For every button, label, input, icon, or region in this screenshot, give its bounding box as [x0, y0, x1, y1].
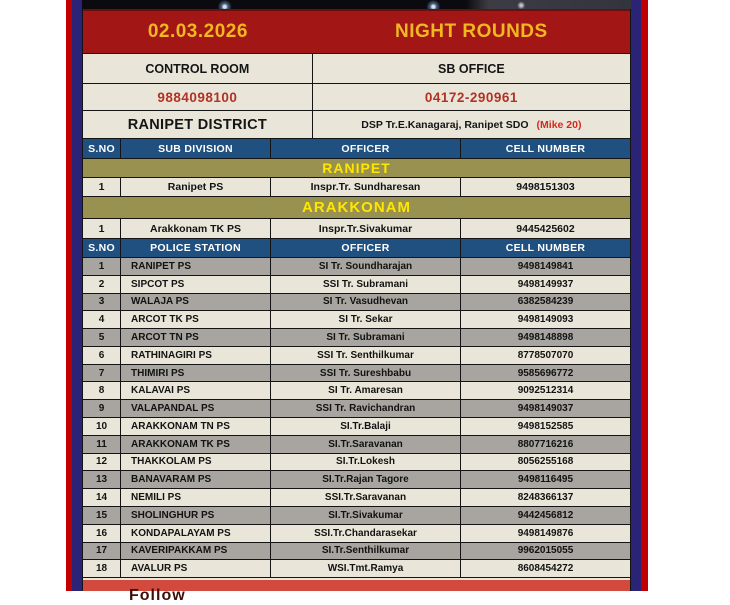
- row-sno: 3: [83, 294, 121, 311]
- row-station: Arakkonam TK PS: [121, 219, 271, 238]
- col-header-officer: OFFICER: [271, 139, 461, 158]
- dsp-officer-text: DSP Tr.E.Kanagaraj, Ranipet SDO: [361, 118, 529, 131]
- row-sno: 7: [83, 365, 121, 382]
- title-band: [83, 9, 630, 54]
- row-station: ARAKKONAM TK PS: [121, 436, 271, 453]
- row-officer: SI Tr. Vasudhevan: [271, 294, 461, 311]
- row-station: NEMILI PS: [121, 489, 271, 506]
- col-header-cell-number: CELL NUMBER: [505, 142, 586, 155]
- section-band-arakkonam: ARAKKONAM: [83, 197, 630, 219]
- date-text: 02.03.2026: [147, 21, 248, 42]
- row-cell-number: 9092512314: [517, 385, 574, 397]
- col-header-sub-division: SUB DIVISION: [121, 139, 271, 158]
- row-sno: 10: [83, 418, 121, 435]
- page-title: NIGHT ROUNDS: [394, 21, 548, 42]
- table-row: [83, 329, 630, 347]
- table-row: [83, 365, 630, 383]
- row-cell-number: 9585696772: [517, 367, 574, 379]
- row-sno: 12: [83, 454, 121, 471]
- row-station: BANAVARAM PS: [121, 471, 271, 488]
- row-cell-number: 9498151303: [516, 181, 575, 193]
- table-row: [83, 543, 630, 561]
- row-officer: Inspr.Tr. Sundharesan: [271, 178, 461, 196]
- row-cell-number: 9498149841: [517, 260, 574, 272]
- footer-partial-text: Follow: [129, 587, 186, 604]
- row-officer: SI Tr. Subramani: [271, 329, 461, 346]
- row-officer: SSI Tr. Ravichandran: [271, 400, 461, 417]
- row-station: THIMIRI PS: [121, 365, 271, 382]
- row-station: VALAPANDAL PS: [121, 400, 271, 417]
- frame-navy-left-stripe: [72, 0, 82, 591]
- table-row: [83, 258, 630, 276]
- row-cell-number: 9498149093: [517, 314, 574, 326]
- row-sno: 6: [83, 347, 121, 364]
- dsp-officer-cell: [313, 111, 630, 138]
- police-station-rows: [83, 258, 630, 578]
- col-header-cell-number: CELL NUMBER: [505, 242, 586, 254]
- sub-division-row-ranipet: [83, 178, 630, 197]
- night-photo-strip: [82, 0, 631, 9]
- row-station: RATHINAGIRI PS: [121, 347, 271, 364]
- row-cell-number: 8778507070: [517, 349, 574, 361]
- frame-navy-right-stripe: [631, 0, 641, 591]
- row-cell-number: 9442456812: [517, 509, 574, 521]
- table-row: [83, 400, 630, 418]
- row-cell-number: 8608454272: [517, 563, 574, 575]
- table-row: [83, 294, 630, 312]
- row-officer: SI Tr. Soundharajan: [271, 258, 461, 275]
- row-officer: SI.Tr.Sivakumar: [271, 507, 461, 524]
- row-sno: 4: [83, 311, 121, 328]
- table-row: [83, 507, 630, 525]
- row-sno: 14: [83, 489, 121, 506]
- row-cell-number: 8248366137: [517, 492, 574, 504]
- contact-labels-row: [83, 54, 630, 84]
- col-header-sno: S.NO: [83, 239, 121, 257]
- row-station: KONDAPALAYAM PS: [121, 525, 271, 542]
- district-row: [83, 111, 630, 139]
- control-room-phone: 9884098100: [83, 84, 313, 110]
- table-row: [83, 347, 630, 365]
- row-officer: SI.Tr.Saravanan: [271, 436, 461, 453]
- sub-division-header-row: [83, 139, 630, 159]
- row-sno: 2: [83, 276, 121, 293]
- row-officer: SSI.Tr.Saravanan: [271, 489, 461, 506]
- row-cell-number: 9498149937: [517, 278, 574, 290]
- table-row: [83, 436, 630, 454]
- row-cell-number: 8807716216: [517, 438, 574, 450]
- row-cell-number: 9445425602: [516, 222, 575, 235]
- col-header-police-station: POLICE STATION: [121, 239, 271, 257]
- row-sno: 8: [83, 382, 121, 399]
- roster-table: [82, 9, 631, 604]
- row-sno: 18: [83, 560, 121, 577]
- row-cell-number: 8056255168: [517, 456, 574, 468]
- row-officer: SI Tr. Sekar: [271, 311, 461, 328]
- table-row: [83, 418, 630, 436]
- row-cell-number: 9498148898: [517, 332, 574, 344]
- row-station: KALAVAI PS: [121, 382, 271, 399]
- row-station: ARCOT TK PS: [121, 311, 271, 328]
- row-station: KAVERIPAKKAM PS: [121, 543, 271, 560]
- row-officer: SI Tr. Amaresan: [271, 382, 461, 399]
- table-row: [83, 489, 630, 507]
- row-cell-number: 9962015055: [517, 545, 574, 557]
- row-station: SIPCOT PS: [121, 276, 271, 293]
- frame-red-right-stripe: [641, 0, 648, 591]
- district-title: RANIPET DISTRICT: [83, 111, 313, 138]
- sb-office-phone: 04172-290961: [424, 89, 518, 105]
- section-band-ranipet: RANIPET: [83, 159, 630, 178]
- row-cell-number: 6382584239: [517, 296, 574, 308]
- table-row: [83, 471, 630, 489]
- row-sno: 1: [83, 219, 121, 238]
- row-sno: 15: [83, 507, 121, 524]
- police-station-header-row: [83, 239, 630, 258]
- row-officer: SI.Tr.Balaji: [271, 418, 461, 435]
- sb-office-label: SB OFFICE: [438, 61, 505, 76]
- footer-band: [83, 578, 630, 604]
- col-header-officer: OFFICER: [271, 239, 461, 257]
- row-sno: 1: [83, 258, 121, 275]
- row-cell-number: 9498152585: [517, 420, 574, 432]
- row-officer: SI.Tr.Lokesh: [271, 454, 461, 471]
- dsp-callsign: (Mike 20): [536, 118, 582, 131]
- table-row: [83, 311, 630, 329]
- row-cell-number: 9498116495: [517, 474, 574, 486]
- row-station: SHOLINGHUR PS: [121, 507, 271, 524]
- row-officer: SSI Tr. Sureshbabu: [271, 365, 461, 382]
- table-row: [83, 382, 630, 400]
- row-cell-number: 9498149876: [517, 527, 574, 539]
- contact-phones-row: [83, 84, 630, 111]
- row-sno: 5: [83, 329, 121, 346]
- row-officer: SI.Tr.Rajan Tagore: [271, 471, 461, 488]
- row-officer: WSI.Tmt.Ramya: [271, 560, 461, 577]
- control-room-label: CONTROL ROOM: [83, 54, 313, 83]
- row-officer: SSI Tr. Subramani: [271, 276, 461, 293]
- table-row: [83, 276, 630, 294]
- row-sno: 13: [83, 471, 121, 488]
- row-station: WALAJA PS: [121, 294, 271, 311]
- row-station: ARAKKONAM TN PS: [121, 418, 271, 435]
- row-station: Ranipet PS: [121, 178, 271, 196]
- row-sno: 11: [83, 436, 121, 453]
- col-header-sno: S.NO: [83, 139, 121, 158]
- row-officer: SI.Tr.Senthilkumar: [271, 543, 461, 560]
- row-station: AVALUR PS: [121, 560, 271, 577]
- roster-content: [82, 0, 631, 604]
- row-officer: SSI Tr. Senthilkumar: [271, 347, 461, 364]
- row-officer: SSI.Tr.Chandarasekar: [271, 525, 461, 542]
- table-row: [83, 560, 630, 578]
- row-officer: Inspr.Tr.Sivakumar: [271, 219, 461, 238]
- sub-division-row-arakkonam: [83, 219, 630, 239]
- row-station: ARCOT TN PS: [121, 329, 271, 346]
- row-station: RANIPET PS: [121, 258, 271, 275]
- row-station: THAKKOLAM PS: [121, 454, 271, 471]
- table-row: [83, 525, 630, 543]
- row-sno: 9: [83, 400, 121, 417]
- row-sno: 17: [83, 543, 121, 560]
- table-row: [83, 454, 630, 472]
- row-sno: 16: [83, 525, 121, 542]
- row-sno: 1: [83, 178, 121, 196]
- row-cell-number: 9498149037: [517, 403, 574, 415]
